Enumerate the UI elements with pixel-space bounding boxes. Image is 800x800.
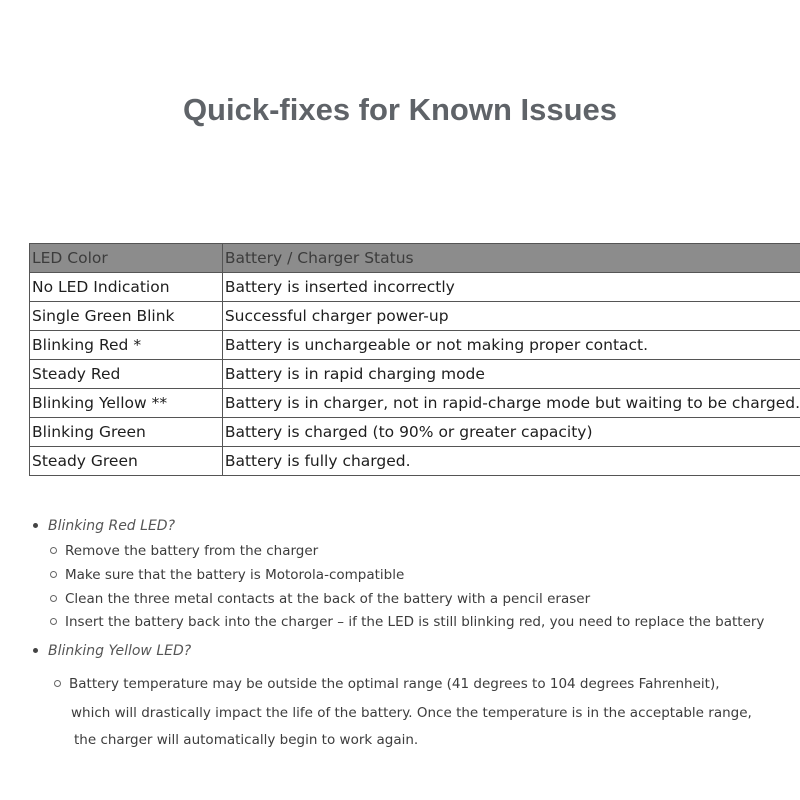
list-item-continuation: the charger will automatically begin to work again.	[74, 732, 419, 748]
status-cell: Battery is in charger, not in rapid-charge mode but waiting to be charged.	[222, 389, 800, 418]
list-item	[50, 567, 404, 583]
blinking-red-heading-text: Blinking Red LED?	[48, 518, 175, 534]
blinking-red-heading	[33, 518, 175, 534]
blinking-yellow-heading-text: Blinking Yellow LED?	[48, 643, 192, 659]
status-cell: Battery is charged (to 90% or greater capacity)	[222, 418, 800, 447]
list-item	[50, 614, 764, 630]
status-cell: Battery is unchargeable or not making proper contact.	[222, 331, 800, 360]
list-item	[50, 543, 318, 559]
led-color-cell: Blinking Yellow **	[30, 389, 223, 418]
list-item-continuation: which will drastically impact the life of the battery. Once the temperature is in the acceptable range,	[71, 705, 752, 721]
header-led-color: LED Color	[30, 244, 223, 273]
bullet-circle-icon	[50, 547, 57, 554]
list-item-text: Make sure that the battery is Motorola-compatible	[65, 567, 405, 583]
bullet-circle-icon	[50, 571, 57, 578]
list-item	[54, 676, 720, 692]
status-cell: Battery is fully charged.	[222, 447, 800, 476]
list-item-text: Remove the battery from the charger	[65, 543, 319, 559]
blinking-yellow-heading	[33, 643, 191, 659]
list-item-text: Clean the three metal contacts at the back of the battery with a pencil eraser	[65, 591, 591, 607]
status-cell: Battery is inserted incorrectly	[222, 273, 800, 302]
bullet-circle-icon	[50, 595, 57, 602]
bullet-dot-icon	[33, 648, 38, 653]
header-battery-status: Battery / Charger Status	[222, 244, 800, 273]
led-color-cell: No LED Indication	[30, 273, 223, 302]
led-color-cell: Blinking Red *	[30, 331, 223, 360]
led-color-cell: Steady Red	[30, 360, 223, 389]
list-item-text: Insert the battery back into the charger – if the LED is still blinking red, you need to replace the battery	[65, 614, 765, 630]
led-color-cell: Single Green Blink	[30, 302, 223, 331]
list-item	[50, 591, 590, 607]
list-item-text: Battery temperature may be outside the optimal range (41 degrees to 104 degrees Fahrenheit),	[69, 676, 720, 692]
page-title: Quick-fixes for Known Issues	[182, 92, 618, 127]
led-color-cell: Blinking Green	[30, 418, 223, 447]
led-color-cell: Steady Green	[30, 447, 223, 476]
bullet-circle-icon	[54, 680, 61, 687]
bullet-dot-icon	[33, 523, 38, 528]
status-cell: Successful charger power-up	[222, 302, 800, 331]
bullet-circle-icon	[50, 618, 57, 625]
status-cell: Battery is in rapid charging mode	[222, 360, 800, 389]
